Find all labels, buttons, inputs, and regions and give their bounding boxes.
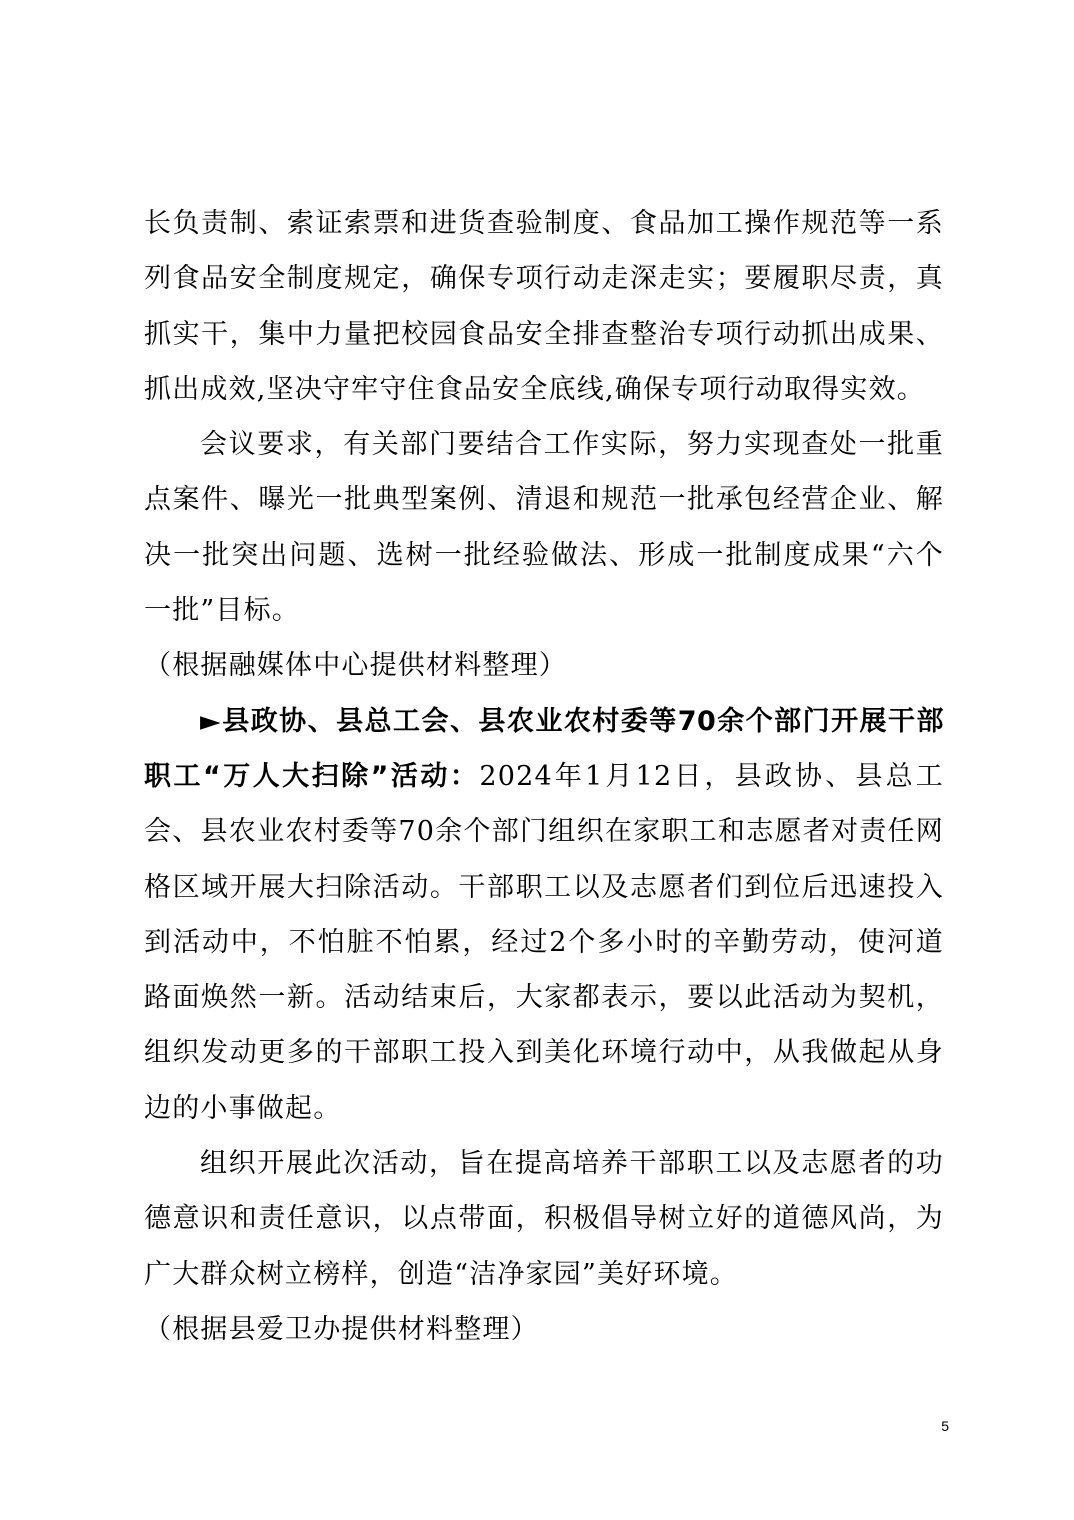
source-note-media-center: （根据融媒体中心提供材料整理）	[144, 650, 567, 682]
paragraph-meeting-requirements: 会议要求，有关部门要结合工作实际，努力实现查处一批重点案件、曝光一批典型案例、清退和规范一批承包经营企业、解决一批突出问题、选树一批经验做法、形成一批制度成果“六个一批”目标。	[144, 429, 944, 627]
news-item-title: ►县政协、县总工会、县农业农村委等70余个部门开展干部职工“万人大扫除”活动：	[144, 705, 944, 792]
paragraph-continuation: 长负责制、索证索票和进货查验制度、食品加工操作规范等一系列食品安全制度规定，确保专项行动走深走实；要履职尽责，真抓实干，集中力量把校园食品安全排查整治专项行动抓出成果、抓出成效,坚决守牢守住食品安全底线,确保专项行动取得实效。	[144, 208, 944, 405]
document-body	[144, 196, 944, 1357]
paragraph-activity-purpose: 组织开展此次活动，旨在提高培养干部职工以及志愿者的功德意识和责任意识，以点带面，积极倡导树立好的道德风尚，为广大群众树立榜样，创造“洁净家园”美好环境。	[144, 1148, 944, 1290]
source-note-sanitation-office: （根据县爱卫办提供材料整理）	[144, 1313, 539, 1345]
news-item-cleanup	[144, 694, 944, 1136]
page-number: 5	[941, 1418, 949, 1434]
news-item-body: 2024年1月12日，县政协、县总工会、县农业农村委等70余个部门组织在家职工和志愿者对责任网格区域开展大扫除活动。干部职工以及志愿者们到位后迅速投入到活动中，不怕脏不怕累，经过2个多小时的辛勤劳动，使河道路面焕然一新。活动结束后，大家都表示，要以此活动为契机，组织发动更多的干部职工投入到美化环境行动中，从我做起从身边的小事做起。	[144, 760, 944, 1124]
